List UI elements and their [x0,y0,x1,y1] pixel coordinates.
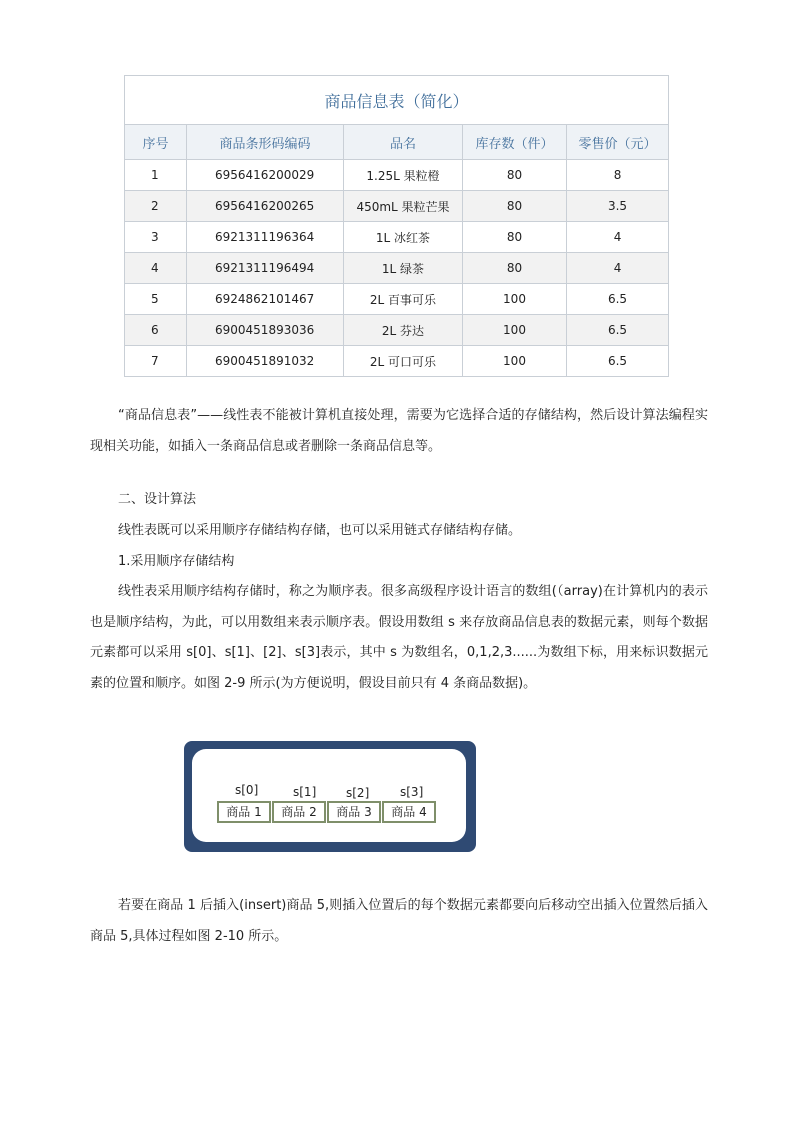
index-label: s[2] [346,786,370,800]
cell-price: 4 [567,222,669,253]
table-row [125,346,669,377]
index-label: s[1] [293,785,317,799]
subsection-heading: 1.采用顺序存储结构 [118,554,235,569]
section-heading: 二、设计算法 [118,492,197,507]
cell-stock: 80 [463,160,567,191]
cell-name: 2L 可口可乐 [344,346,463,377]
header-barcode: 商品条形码编码 [187,125,344,160]
array-cell: 商品 3 [327,801,381,823]
header-price: 零售价（元） [567,125,669,160]
cell-stock: 100 [463,315,567,346]
paragraph-sequential: 线性表采用顺序结构存储时，称之为顺序表。很多高级程序设计语言的数组(（array)在计算机内的表示也是顺序结构，为此，可以用数组来表示顺序表。假设用数组 s 来存放商品信息表的数据元素，则每个数据元素都可以采用 s[0]、s[1]、[2]、s[3]表示，其中 s 为数组名，0,1,2,3......为数组下标，用来标识数据元素的位置和顺序。如图 2-9 所示(为方便说明，假设目前只有 4 条商品数据)。 [90,584,708,691]
array-cell: 商品 2 [272,801,326,823]
cell-barcode: 6900451891032 [187,346,344,377]
cell-index: 5 [125,284,187,315]
header-name: 品名 [344,125,463,160]
cell-name: 2L 芬达 [344,315,463,346]
cell-name: 1L 冰红茶 [344,222,463,253]
cell-stock: 80 [463,191,567,222]
cell-barcode: 6956416200029 [187,160,344,191]
cell-name: 1L 绿茶 [344,253,463,284]
cell-price: 8 [567,160,669,191]
index-label: s[3] [400,785,424,799]
array-cell: 商品 4 [382,801,436,823]
cell-price: 6.5 [567,284,669,315]
cell-barcode: 6900451893036 [187,315,344,346]
table-row [125,315,669,346]
cell-stock: 80 [463,253,567,284]
paragraph-storage: 线性表既可以采用顺序存储结构存储，也可以采用链式存储结构存储。 [118,523,522,538]
table-title: 商品信息表（简化） [125,76,669,125]
cell-stock: 100 [463,284,567,315]
cell-name: 1.25L 果粒橙 [344,160,463,191]
cell-price: 4 [567,253,669,284]
goods-info-table [124,75,669,377]
cell-index: 1 [125,160,187,191]
cell-price: 3.5 [567,191,669,222]
array-figure-panel [192,749,466,842]
table-row [125,160,669,191]
cell-name: 450mL 果粒芒果 [344,191,463,222]
cell-price: 6.5 [567,346,669,377]
table-row [125,284,669,315]
cell-index: 7 [125,346,187,377]
array-cell: 商品 1 [217,801,271,823]
cell-index: 4 [125,253,187,284]
header-index: 序号 [125,125,187,160]
table-row [125,222,669,253]
paragraph-insert: 若要在商品 1 后插入(insert)商品 5,则插入位置后的每个数据元素都要向后移动空出插入位置然后插入商品 5,具体过程如图 2-10 所示。 [90,898,708,944]
cell-index: 3 [125,222,187,253]
array-cells [217,801,437,823]
cell-index: 2 [125,191,187,222]
cell-stock: 100 [463,346,567,377]
cell-name: 2L 百事可乐 [344,284,463,315]
cell-price: 6.5 [567,315,669,346]
table-row [125,253,669,284]
array-figure [184,741,476,852]
table-row [125,191,669,222]
index-label: s[0] [235,783,259,797]
cell-barcode: 6924862101467 [187,284,344,315]
cell-index: 6 [125,315,187,346]
cell-stock: 80 [463,222,567,253]
cell-barcode: 6956416200265 [187,191,344,222]
header-stock: 库存数（件） [463,125,567,160]
table-header-row [125,125,669,160]
cell-barcode: 6921311196364 [187,222,344,253]
cell-barcode: 6921311196494 [187,253,344,284]
paragraph-intro: “商品信息表”——线性表不能被计算机直接处理，需要为它选择合适的存储结构，然后设计算法编程实现相关功能，如插入一条商品信息或者删除一条商品信息等。 [90,408,708,454]
